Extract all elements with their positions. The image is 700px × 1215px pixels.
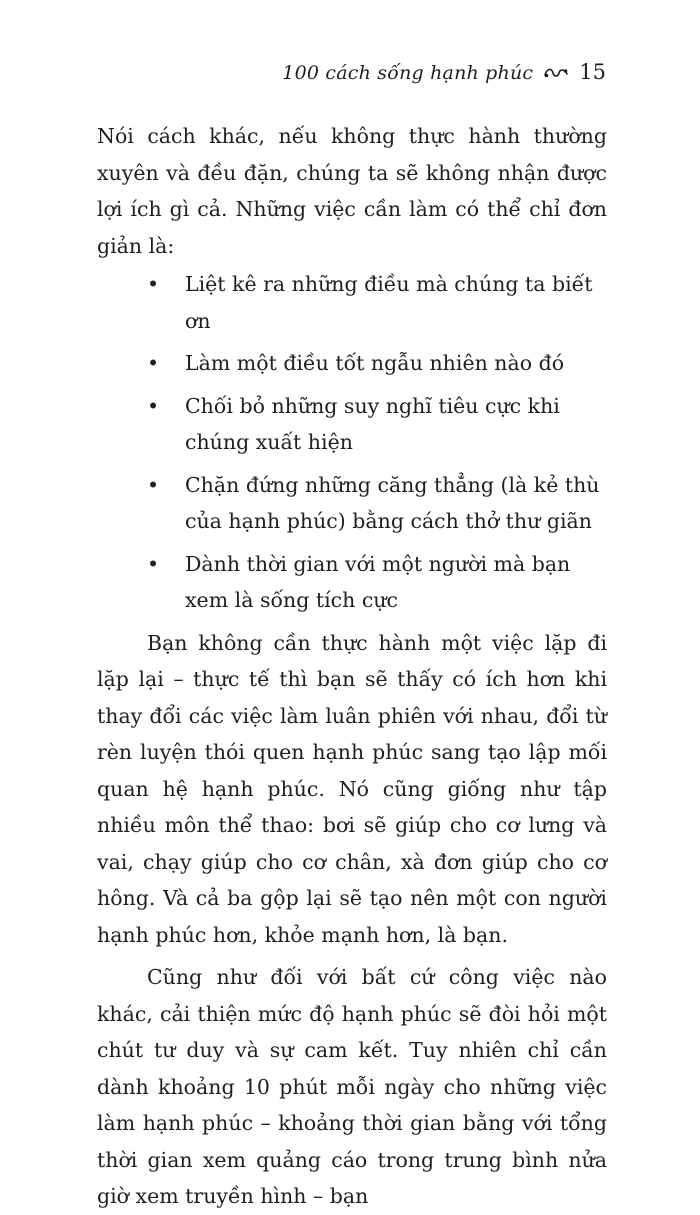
list-item-text: Dành thời gian với một người mà bạn xem là sống tích cực <box>185 551 571 612</box>
bullet-icon: • <box>147 472 160 497</box>
tips-list <box>97 266 607 619</box>
book-title: 100 cách sống hạnh phúc <box>282 62 534 84</box>
page-body <box>97 118 607 1215</box>
list-item-text: Làm một điều tốt ngẫu nhiên nào đó <box>185 351 565 375</box>
list-item <box>97 266 607 339</box>
page-number: 15 <box>579 60 606 84</box>
bullet-icon: • <box>147 272 160 296</box>
list-item <box>97 546 607 619</box>
list-item <box>97 388 607 461</box>
intro-paragraph: Nói cách khác, nếu không thực hành thường xuyên và đều đặn, chúng ta sẽ không nhận được lợi ích gì cả. Những việc cần làm có thể chỉ đơn giản là: <box>97 124 607 258</box>
bullet-icon: • <box>147 393 160 418</box>
list-item <box>97 467 607 540</box>
bullet-icon: • <box>147 551 160 576</box>
scroll-ornament-icon <box>543 63 569 77</box>
list-item-text: Chối bỏ những suy nghĩ tiêu cực khi chúng xuất hiện <box>185 393 560 454</box>
list-item-text: Chặn đứng những căng thẳng (là kẻ thù của hạnh phúc) bằng cách thở thư giãn <box>185 472 600 533</box>
body-paragraph: Cũng như đối với bất cứ công việc nào khác, cải thiện mức độ hạnh phúc sẽ đòi hỏi một chút tư duy và sự cam kết. Tuy nhiên chỉ cần dành khoảng 10 phút mỗi ngày cho những việc làm hạnh phúc – khoảng thời gian bằng với tổng thời gian xem quảng cáo trong trung bình nửa giờ xem truyền hình – bạn <box>97 965 607 1208</box>
body-paragraph: Bạn không cần thực hành một việc lặp đi lặp lại – thực tế thì bạn sẽ thấy có ích hơn khi thay đổi các việc làm luân phiên với nhau, đổi từ rèn luyện thói quen hạnh phúc sang tạo lập mối quan hệ hạnh phúc. Nó cũng giống như tập nhiều môn thể thao: bơi sẽ giúp cho cơ lưng và vai, chạy giúp cho cơ chân, xà đơn giúp cho cơ hông. Và cả ba gộp lại sẽ tạo nên một con người hạnh phúc hơn, khỏe mạnh hơn, là bạn. <box>97 630 607 947</box>
list-item <box>97 345 607 382</box>
running-header <box>282 60 606 84</box>
bullet-icon: • <box>147 351 160 375</box>
list-item-text: Liệt kê ra những điều mà chúng ta biết ơn <box>185 272 593 333</box>
